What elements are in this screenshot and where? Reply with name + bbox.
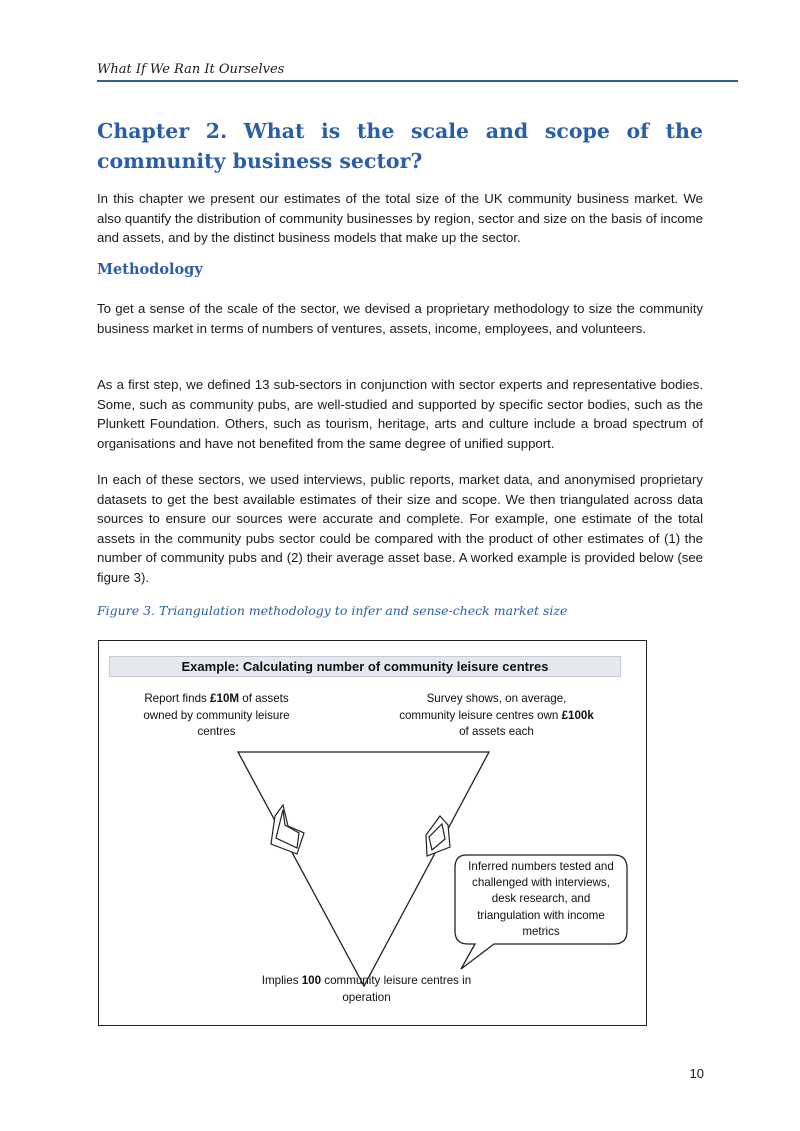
running-header: What If We Ran It Ourselves	[97, 62, 285, 77]
left-arrow-icon	[271, 805, 304, 854]
figure-caption: Figure 3. Triangulation methodology to infer and sense-check market size	[97, 603, 568, 618]
right-arrow-icon	[426, 816, 450, 856]
triangle	[238, 752, 489, 986]
methodology-paragraph-1: To get a sense of the scale of the sector, we devised a proprietary methodology to size the community business market in terms of numbers of ventures, assets, income, employees, and volunteers.	[97, 301, 703, 336]
callout-text: Inferred numbers tested and challenged with interviews, desk research, and triangulation with income metrics	[468, 860, 614, 938]
conclusion-statement: Implies 100 community leisure centres in operation	[261, 974, 472, 1004]
methodology-paragraph-2: As a first step, we defined 13 sub-sectors in conjunction with sector experts and representative bodies. Some, such as community pubs, are well-studied and supported by specific sector bodies, such as the Plunkett Foundation. Others, such as tourism, heritage, arts and culture include a broad spectrum of organisations and have not benefited from the same degree of unified support.	[97, 377, 703, 451]
left-statement: Report finds £10M of assets owned by community leisure centres	[143, 692, 290, 738]
page-number: 10	[689, 1066, 704, 1081]
header-rule	[97, 80, 738, 82]
chapter-title: Chapter 2. What is the scale and scope of the community business sector?	[97, 119, 703, 173]
example-title: Example: Calculating number of community leisure centres	[181, 659, 549, 674]
section-heading: Methodology	[97, 261, 203, 278]
figure-box	[98, 640, 647, 1026]
intro-paragraph: In this chapter we present our estimates of the total size of the UK community business market. We also quantify the distribution of community businesses by region, sector and size on the basis of income and assets, and by the distinct business models that make up the sector.	[97, 191, 703, 246]
right-statement: Survey shows, on average, community leisure centres own £100k of assets each	[399, 692, 594, 738]
methodology-paragraph-3: In each of these sectors, we used interviews, public reports, market data, and anonymised proprietary datasets to get the best available estimates of their size and scope. We then triangulated across data sources to ensure our sources were accurate and complete. For example, one estimate of the total assets in the community pubs sector could be compared with the product of other estimates of (1) the number of community pubs and (2) their average asset base. A worked example is provided below (see figure 3).	[97, 472, 703, 585]
